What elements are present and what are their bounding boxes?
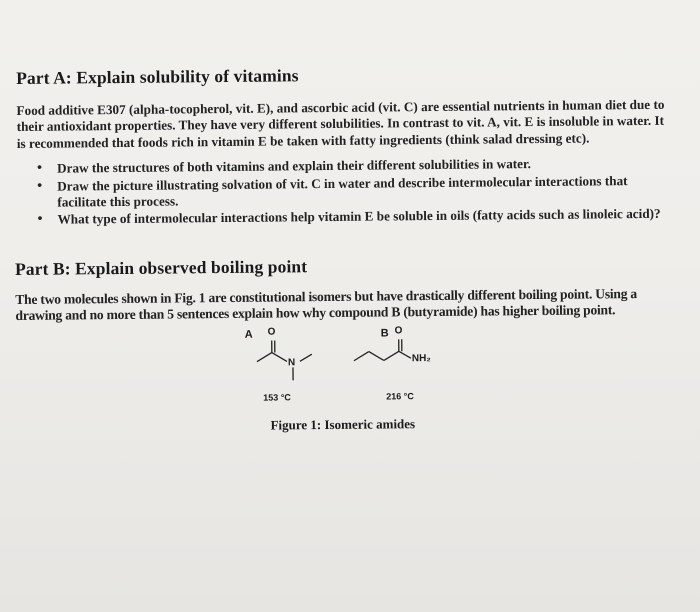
bullet-text: Draw the picture illustrating solvation of vit. C in water and describe intermolecular interactions that facilitate this process.	[57, 172, 628, 210]
molecule-a-bonds	[257, 340, 312, 381]
molecule-a-boiling-point: 153 °C	[263, 392, 291, 403]
list-item	[15, 172, 675, 211]
molecule-a-nitrogen: N	[287, 357, 296, 369]
molecule-b-amine: NH₂	[411, 353, 431, 365]
figure-1	[17, 325, 678, 451]
part-a-bullet-list	[15, 155, 676, 229]
document-page	[14, 52, 678, 451]
molecule-b-bonds	[354, 339, 411, 361]
molecule-b-boiling-point: 216 °C	[386, 391, 414, 402]
molecule-b-oxygen: O	[394, 325, 403, 337]
molecule-b-label: B	[380, 327, 389, 340]
figure-caption: Figure 1: Isomeric amides	[270, 416, 416, 433]
molecule-a-oxygen: O	[267, 326, 276, 338]
bullet-text: What type of intermolecular interactions help vitamin E be soluble in oils (fatty acids such as linoleic acid)?	[57, 206, 661, 228]
bullet-text: Draw the structures of both vitamins and explain their different solubilities in water.	[56, 156, 532, 176]
bullet-icon: •	[37, 178, 43, 194]
part-b-heading: Part B: Explain observed boiling point	[14, 256, 308, 279]
part-a-heading: Part A: Explain solubility of vitamins	[16, 65, 299, 88]
molecule-a-label: A	[244, 328, 253, 341]
part-b-paragraph: The two molecules shown in Fig. 1 are constitutional isomers but have drastically different boiling point. Using a drawing and no more than 5 sentences explain how why compound B (butyramide) has higher boiling point.	[15, 285, 638, 324]
part-a-paragraph: Food additive E307 (alpha-tocopherol, vit. E), and ascorbic acid (vit. C) are essential nutrients in human diet due to their antioxidant properties. They have very different solubilities. In contrast to vit. A, vit. E is insoluble in water. It is recommended that foods rich in vitamin E be taken with fatty ingredients (think salad dressing etc).	[16, 96, 665, 151]
bullet-icon: •	[37, 212, 43, 228]
bullet-icon: •	[36, 160, 43, 177]
